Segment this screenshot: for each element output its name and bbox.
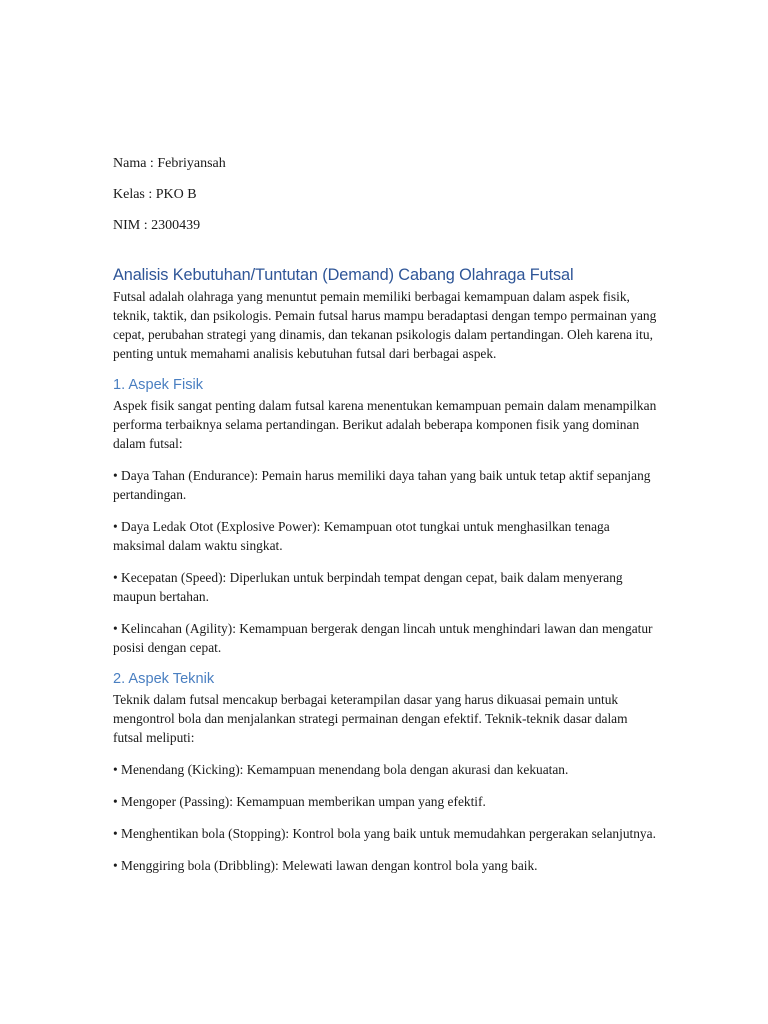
- student-nim: NIM : 2300439: [113, 218, 201, 233]
- document-body: [113, 154, 658, 888]
- list-item: • Kelincahan (Agility): Kemampuan bergerak dengan lincah untuk menghindari lawan dan mengatur posisi dengan cepat.: [113, 621, 653, 655]
- section-aspek-fisik: [113, 376, 658, 657]
- list-item: • Daya Ledak Otot (Explosive Power): Kemampuan otot tungkai untuk menghasilkan tenaga maksimal dalam waktu singkat.: [113, 519, 610, 553]
- list-item: • Daya Tahan (Endurance): Pemain harus memiliki daya tahan yang baik untuk tetap aktif sepanjang pertandingan.: [113, 468, 651, 502]
- document-title: Analisis Kebutuhan/Tuntutan (Demand) Cabang Olahraga Futsal: [113, 266, 574, 284]
- list-item: • Mengoper (Passing): Kemampuan memberikan umpan yang efektif.: [113, 794, 486, 809]
- list-item: • Menendang (Kicking): Kemampuan menendang bola dengan akurasi dan kekuatan.: [113, 762, 569, 777]
- list-item: • Menghentikan bola (Stopping): Kontrol bola yang baik untuk memudahkan pergerakan selanjutnya.: [113, 826, 656, 841]
- student-class: Kelas : PKO B: [113, 187, 197, 202]
- student-name: Nama : Febriyansah: [113, 156, 226, 171]
- list-item: • Kecepatan (Speed): Diperlukan untuk berpindah tempat dengan cepat, baik dalam menyerang maupun bertahan.: [113, 570, 623, 604]
- section-aspek-teknik: [113, 670, 658, 875]
- list-item: • Menggiring bola (Dribbling): Melewati lawan dengan kontrol bola yang baik.: [113, 858, 538, 873]
- section-heading: 1. Aspek Fisik: [113, 377, 204, 393]
- intro-paragraph: Futsal adalah olahraga yang menuntut pemain memiliki berbagai kemampuan dalam aspek fisik, teknik, taktik, dan psikologis. Pemain futsal harus mampu beradaptasi dengan tempo permainan yang cepat, perubahan strategi yang dinamis, dan tekanan psikologis dalam pertandingan. Oleh karena itu, penting untuk memahami analisis kebutuhan futsal dari berbagai aspek.: [113, 289, 657, 361]
- section-intro: Aspek fisik sangat penting dalam futsal karena menentukan kemampuan pemain dalam menampilkan performa terbaiknya selama pertandingan. Berikut adalah beberapa komponen fisik yang dominan dalam futsal:: [113, 398, 657, 451]
- section-intro: Teknik dalam futsal mencakup berbagai keterampilan dasar yang harus dikuasai pemain untuk mengontrol bola dan menjalankan strategi permainan dengan efektif. Teknik-teknik dasar dalam futsal meliputi:: [113, 692, 628, 745]
- section-heading: 2. Aspek Teknik: [113, 671, 215, 687]
